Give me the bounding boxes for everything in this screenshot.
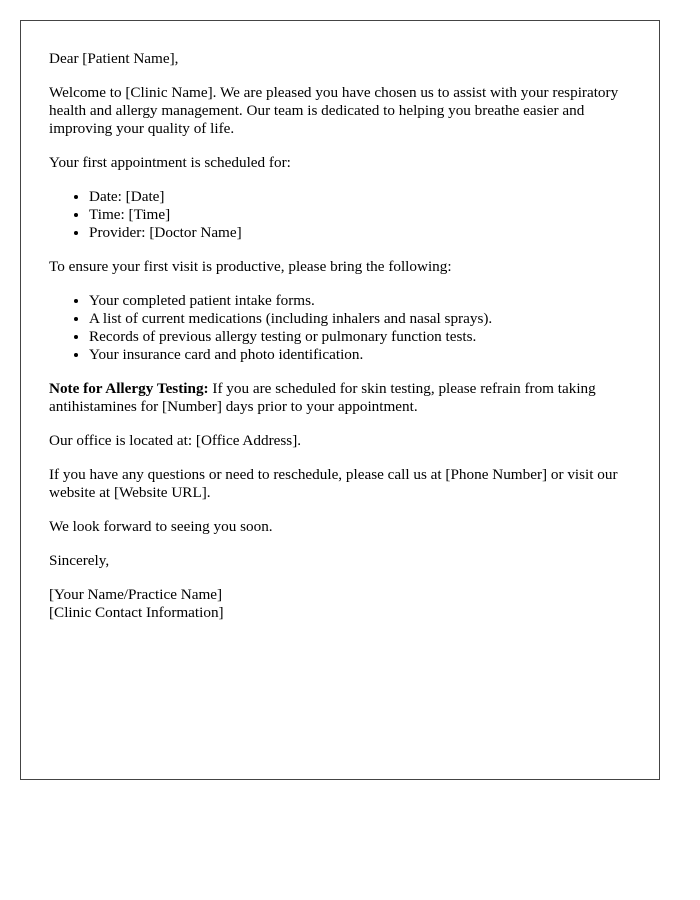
letter-body [20,20,660,780]
note-text: If you are scheduled for skin testing, please refrain from taking antihistamines for [Number] days prior to your appointment. [49,380,596,415]
signature-name: [Your Name/Practice Name] [49,586,223,603]
signature-contact: [Clinic Contact Information] [49,604,224,621]
appointment-date: • Date: [Date] [89,188,631,206]
appointment-intro: Your first appointment is scheduled for: [49,154,291,171]
note-label: Note for Allergy Testing: [49,380,209,397]
intro-paragraph: Welcome to [Clinic Name]. We are pleased you have chosen us to assist with your respiratory health and allergy management. Our team is dedicated to helping you breathe easier and improving your quality of life. [49,84,619,137]
list-item: • Records of previous allergy testing or pulmonary function tests. [89,328,631,346]
contact-paragraph: If you have any questions or need to reschedule, please call us at [Phone Number] or visit our website at [Website URL]. [49,466,618,501]
signature-block [49,586,631,622]
list-item: • Your insurance card and photo identification. [89,346,631,364]
bring-list [49,292,631,364]
sign-off: Sincerely, [49,552,110,569]
greeting: Dear [Patient Name], [49,50,179,67]
bring-intro: To ensure your first visit is productive, please bring the following: [49,258,452,275]
list-item: • Your completed patient intake forms. [89,292,631,310]
office-address: Our office is located at: [Office Address]. [49,432,302,449]
appointment-list [49,188,631,242]
allergy-testing-note [49,380,631,416]
appointment-provider: • Provider: [Doctor Name] [89,224,631,242]
list-item: • A list of current medications (including inhalers and nasal sprays). [89,310,631,328]
appointment-time: • Time: [Time] [89,206,631,224]
closing-line: We look forward to seeing you soon. [49,518,273,535]
